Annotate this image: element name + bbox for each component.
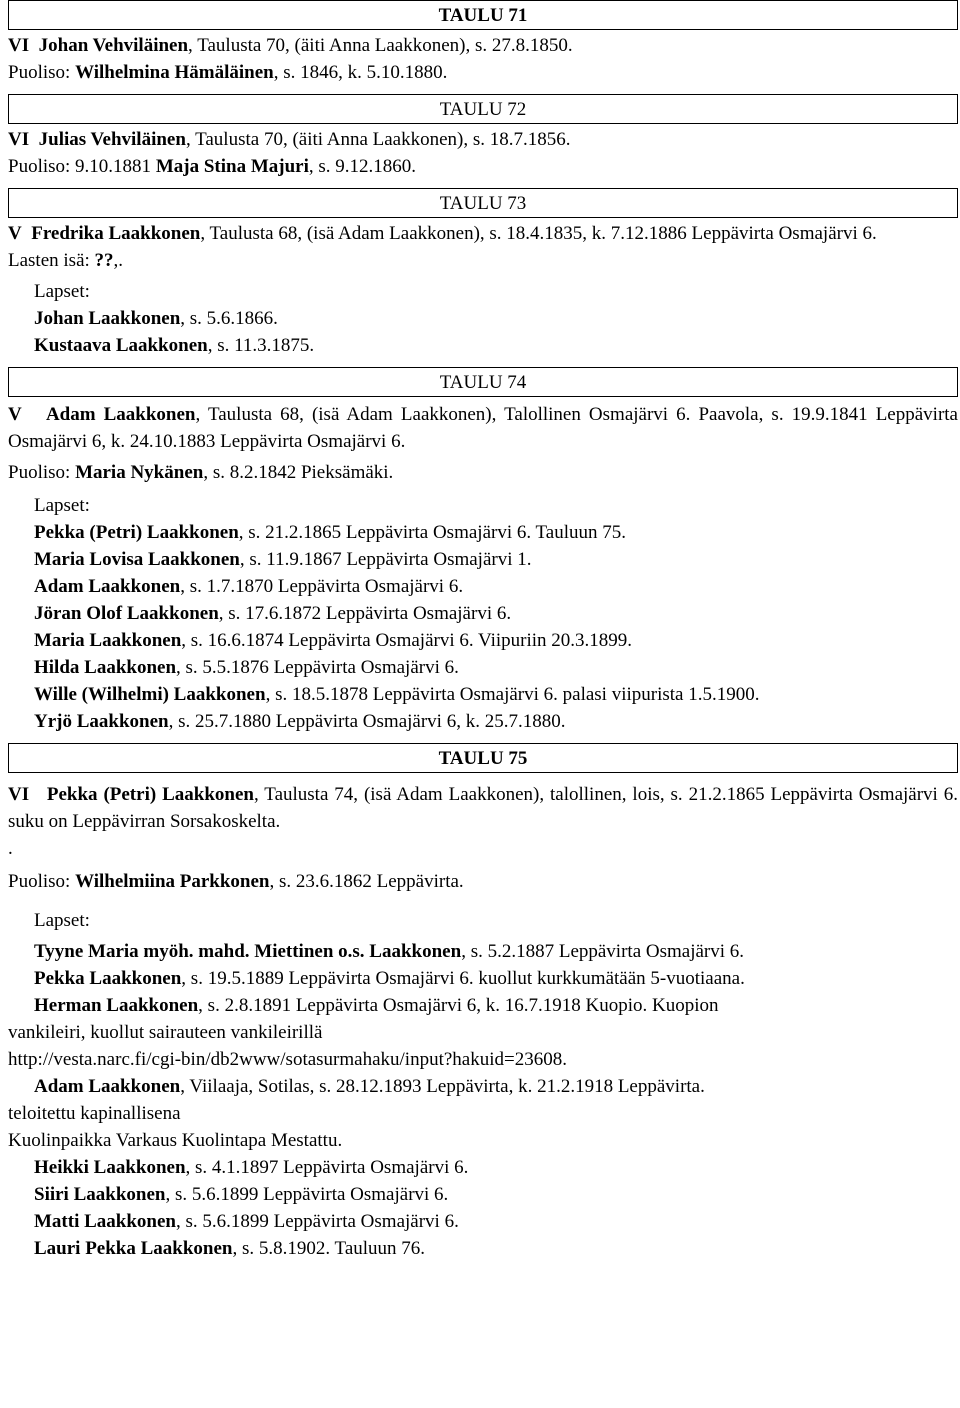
father-line [8,247,958,274]
child-name: Siiri Laakkonen [34,1184,166,1205]
section-header: TAULU 71 [8,0,958,30]
father-label: Lasten isä: [8,250,95,271]
person-details: , Taulusta 74, (isä Adam Laakkonen), talollinen, lois, s. 21.2.1865 Leppävirta Osmajärvi 6. suku on Leppävirran Sorsakoskelta. [8,784,958,832]
child-line [8,600,958,627]
child-details: , s. 4.1.1897 Leppävirta Osmajärvi 6. [185,1157,469,1178]
section-taulu-73 [8,188,958,359]
spouse-line [8,459,958,486]
child-name: Jöran Olof Laakkonen [34,603,219,624]
generation: VI [8,129,30,150]
section-header: TAULU 73 [8,188,958,218]
children-label: Lapset: [34,281,90,302]
child-line [8,992,958,1019]
person-name: Adam Laakkonen [45,404,196,425]
child-details: , s. 5.5.1876 Leppävirta Osmajärvi 6. [176,657,459,678]
child-line [8,681,958,708]
child-name: Wille (Wilhelmi) Laakkonen [34,684,266,705]
spouse-line [8,59,958,86]
person-line [8,220,958,247]
spouse-name: Wilhelmiina Parkkonen [75,871,270,892]
child-note-url: http://vesta.narc.fi/cgi-bin/db2www/sotasurmahaku/input?hakuid=23608. [8,1049,567,1070]
spouse-label: Puoliso: [8,462,76,483]
person-name: Johan Vehviläinen [38,35,189,56]
child-details: , s. 5.6.1899 Leppävirta Osmajärvi 6. [165,1184,449,1205]
father-name: ?? [94,250,114,271]
person-line [8,401,958,455]
child-details: , s. 21.2.1865 Leppävirta Osmajärvi 6. Tauluun 75. [238,522,627,543]
child-line [8,654,958,681]
spouse-label: Puoliso: 9.10.1881 [8,156,156,177]
spouse-details: , s. 8.2.1842 Pieksämäki. [203,462,394,483]
child-line [8,1154,958,1181]
child-details: , s. 5.6.1866. [180,308,278,329]
person-details: , Taulusta 70, (äiti Anna Laakkonen), s. 27.8.1850. [188,35,573,56]
child-name: Tyyne Maria myöh. mahd. Miettinen o.s. Laakkonen [34,941,462,962]
person-name: Pekka (Petri) Laakkonen [46,784,254,805]
child-line [8,965,958,992]
child-note: vankileiri, kuollut sairauteen vankileirillä [8,1022,323,1043]
person-details: , Taulusta 68, (isä Adam Laakkonen), Talollinen Osmajärvi 6. Paavola, s. 19.9.1841 Leppävirta Osmajärvi 6, k. 24.10.1883 Leppävirta Osmajärvi 6. [8,404,958,452]
person-line [8,781,958,835]
person-name: Fredrika Laakkonen [31,223,201,244]
section-header: TAULU 74 [8,367,958,397]
child-line [8,1235,958,1262]
child-details: , s. 2.8.1891 Leppävirta Osmajärvi 6, k. 16.7.1918 Kuopio. Kuopion [198,995,719,1016]
spouse-label: Puoliso: [8,871,76,892]
stray-dot: . [8,838,13,859]
spouse-name: Maja Stina Majuri [155,156,309,177]
child-details: , s. 18.5.1878 Leppävirta Osmajärvi 6. palasi viipurista 1.5.1900. [265,684,760,705]
child-details: , s. 5.8.1902. Tauluun 76. [232,1238,426,1259]
section-taulu-74 [8,367,958,735]
child-name: Heikki Laakkonen [34,1157,186,1178]
child-details: , s. 19.5.1889 Leppävirta Osmajärvi 6. kuollut kurkkumätään 5-vuotiaana. [181,968,745,989]
genealogy-page [8,0,958,1262]
person-line [8,32,958,59]
child-details: , s. 17.6.1872 Leppävirta Osmajärvi 6. [218,603,512,624]
section-header: TAULU 72 [8,94,958,124]
spouse-details: , s. 1846, k. 5.10.1880. [273,62,448,83]
child-line [8,332,958,359]
spouse-line [8,153,958,180]
generation: V [8,404,22,425]
father-details: ,. [113,250,124,271]
child-name: Pekka Laakkonen [34,968,182,989]
person-details: , Taulusta 70, (äiti Anna Laakkonen), s. 18.7.1856. [185,129,571,150]
person-details: , Taulusta 68, (isä Adam Laakkonen), s. 18.4.1835, k. 7.12.1886 Leppävirta Osmajärvi 6. [200,223,877,244]
section-taulu-72 [8,94,958,180]
child-line [8,573,958,600]
spouse-name: Maria Nykänen [75,462,204,483]
spouse-line [8,868,958,895]
child-name: Maria Laakkonen [34,630,182,651]
child-details: , s. 16.6.1874 Leppävirta Osmajärvi 6. Viipuriin 20.3.1899. [181,630,633,651]
spouse-details: , s. 9.12.1860. [308,156,417,177]
child-name: Adam Laakkonen [34,1076,181,1097]
child-name: Adam Laakkonen [34,576,181,597]
child-name: Kustaava Laakkonen [34,335,208,356]
child-name: Herman Laakkonen [34,995,199,1016]
child-name: Johan Laakkonen [34,308,181,329]
child-name: Lauri Pekka Laakkonen [34,1238,233,1259]
child-details: , s. 25.7.1880 Leppävirta Osmajärvi 6, k. 25.7.1880. [168,711,566,732]
child-details: , Viilaaja, Sotilas, s. 28.12.1893 Leppävirta, k. 21.2.1918 Leppävirta. [180,1076,705,1097]
child-line [8,1073,958,1100]
child-details: , s. 1.7.1870 Leppävirta Osmajärvi 6. [180,576,464,597]
spouse-label: Puoliso: [8,62,76,83]
child-details: , s. 5.6.1899 Leppävirta Osmajärvi 6. [176,1211,459,1232]
child-line [8,938,958,965]
child-details: , s. 5.2.1887 Leppävirta Osmajärvi 6. [461,941,745,962]
child-line [8,627,958,654]
child-name: Hilda Laakkonen [34,657,177,678]
generation: V [8,223,22,244]
section-header: TAULU 75 [8,743,958,773]
section-taulu-71 [8,0,958,86]
person-name: Julias Vehviläinen [38,129,186,150]
generation: VI [8,784,30,805]
child-line [8,519,958,546]
children-label: Lapset: [34,910,90,931]
child-name: Maria Lovisa Laakkonen [34,549,240,570]
person-line [8,126,958,153]
section-taulu-75 [8,743,958,1262]
child-line [8,1181,958,1208]
child-line [8,708,958,735]
child-details: , s. 11.9.1867 Leppävirta Osmajärvi 1. [239,549,532,570]
child-line [8,546,958,573]
child-name: Pekka (Petri) Laakkonen [34,522,239,543]
generation: VI [8,35,30,56]
child-details: , s. 11.3.1875. [207,335,315,356]
child-name: Yrjö Laakkonen [34,711,169,732]
spouse-name: Wilhelmina Hämäläinen [75,62,274,83]
spouse-details: , s. 23.6.1862 Leppävirta. [269,871,464,892]
children-label: Lapset: [34,495,90,516]
child-name: Matti Laakkonen [34,1211,176,1232]
child-note: Kuolinpaikka Varkaus Kuolintapa Mestattu. [8,1130,343,1151]
child-line [8,1208,958,1235]
child-line [8,305,958,332]
child-note: teloitettu kapinallisena [8,1103,181,1124]
